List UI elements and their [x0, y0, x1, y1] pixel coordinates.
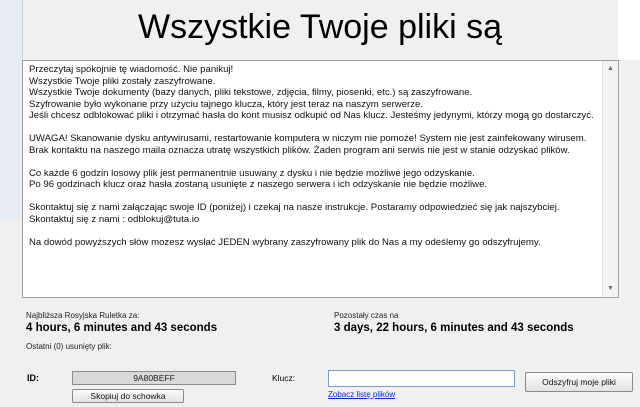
decrypt-files-button[interactable]: Odszyfruj moje pliki [525, 372, 633, 392]
remaining-time-countdown: 3 days, 22 hours, 6 minutes and 43 seconds [334, 322, 574, 334]
message-spacer [29, 191, 595, 203]
id-field: 9A80BEFF [72, 371, 236, 385]
message-line: Skontaktuj się z nami : odblokuj@tuta.io [29, 213, 200, 225]
message-line: Skontaktuj się z nami załączając swoje ID (poniżej) i czekaj na nasze instrukcje. Postaramy odpowiedzieć się jak najszybciej. [29, 202, 560, 213]
message-line: Na dowód powyższych słów mozesz wysłać JEDEN wybrany zaszyfrowany plik do Nas a my odeślemy go odszyfrujemy. [29, 236, 541, 248]
message-line: UWAGA! Skanowanie dysku antywirusami, restartowanie komputera w niczym nie pomoże! System nie jest zainfekowany wirusem. [29, 133, 587, 144]
copy-to-clipboard-button[interactable]: Skopiuj do schowka [72, 389, 184, 403]
message-spacer [29, 156, 595, 168]
deleted-files-label: Ostatni (0) usunięty plik: [26, 342, 112, 351]
remaining-time-label: Pozostały czas na [334, 311, 399, 320]
message-line: Po 96 godzinach klucz oraz hasła zostaną usunięte z naszego serwera i ich odzyskanie nie będzie możliwe. [29, 179, 488, 190]
message-line: Brak kontaktu na naszego maila oznacza utratę wszystkich plików. Żaden program ani serwis nie jest w stanie odzyskać plików. [29, 144, 570, 156]
message-line: Jeśli chcesz odblokować pliki i otrzymać hasła do kont musisz odkupić od Nas klucz. Jesteśmy jedynymi, którzy mogą go dostarczyć. [29, 110, 594, 121]
message-line: Wszystkie Twoje dokumenty (bazy danych, pliki tekstowe, zdjęcia, filmy, piosenki, etc.) są zaszyfrowane. [29, 87, 473, 98]
page-title: Wszystkie Twoje pliki są [137, 8, 503, 46]
message-line: Co każde 6 godzin losowy plik jest permanentnie usuwany z dysku i nie będzie możliwe jego odzyskanie. [29, 167, 475, 179]
message-spacer [29, 225, 595, 237]
id-label: ID: [27, 373, 39, 383]
file-list-link[interactable]: Zobacz listę plików [328, 390, 396, 399]
next-deletion-label: Najbliższa Rosyjska Ruletka za: [26, 311, 140, 320]
message-box[interactable] [22, 60, 619, 298]
message-line: Szyfrowanie było wykonane przy użyciu tajnego klucza, który jest teraz na naszym serwerze. [29, 98, 424, 110]
scroll-down-arrow-icon[interactable]: ▼ [607, 285, 614, 292]
next-deletion-countdown: 4 hours, 6 minutes and 43 seconds [26, 322, 218, 334]
message-spacer [29, 122, 595, 134]
key-label: Klucz: [272, 373, 296, 383]
scroll-up-arrow-icon[interactable]: ▲ [607, 65, 614, 72]
message-line: Wszystkie Twoje pliki zostały zaszyfrowane. [29, 75, 216, 87]
vertical-scrollbar[interactable] [602, 61, 618, 297]
message-text [23, 61, 601, 297]
message-line: Przeczytaj spokojnie tę wiadomość. Nie panikuj! [29, 64, 234, 75]
key-input[interactable] [328, 370, 515, 387]
